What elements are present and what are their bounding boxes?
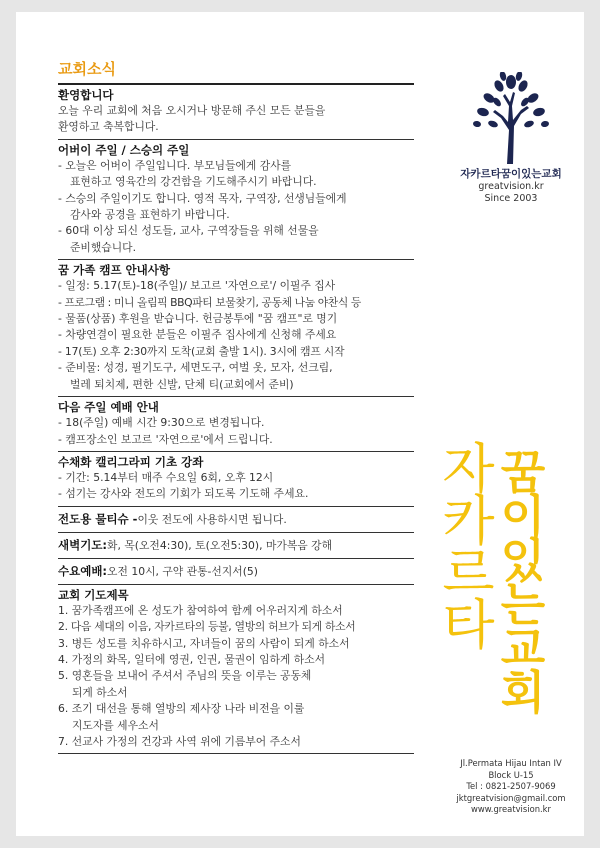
next-week-line: - 캠프장소인 보고르 '자연으로'에서 드립니다. (58, 432, 273, 446)
wednesday-section (58, 558, 414, 584)
camp-section (58, 259, 414, 396)
parents-day-section (58, 139, 414, 259)
vertical-title-dream-church: 꿈이있는교회 (493, 448, 547, 712)
parents-day-heading: 어버이 주일 / 스승의 주일 (58, 142, 190, 157)
prayer-topic-line: 1. 꿈가족캠프에 온 성도가 참여하여 함께 어우러지게 하소서 (58, 603, 343, 617)
parents-day-line: - 오늘은 어버이 주일입니다. 부모님들에게 감사를 (58, 158, 292, 172)
email-line: jktgreatvision@gmail.com (456, 792, 566, 803)
prayer-topic-line: 6. 조기 대선을 통해 열방의 제사장 나라 비전을 이룰 (58, 702, 305, 716)
camp-line: - 물품(상품) 후원을 받습니다. 헌금봉투에 "꿈 캠프"로 명기 (58, 312, 338, 326)
logo-site: greatvision.kr (478, 181, 544, 192)
logo-church-name: 자카르타꿈이있는교회 (460, 168, 562, 180)
prayer-topic-line: 지도자를 세우소서 (72, 718, 159, 732)
welcome-section (58, 83, 414, 139)
logo-since: Since 2003 (484, 193, 538, 204)
parents-day-line: 감사와 공경을 표현하기 바랍니다. (70, 208, 230, 222)
camp-heading: 꿈 가족 캠프 안내사항 (58, 263, 170, 278)
vertical-church-title (433, 440, 576, 740)
dawn-prayer-text: 화, 목(오전4:30), 토(오전5:30), 마가복음 강해 (107, 538, 332, 552)
parents-day-line: 표현하고 영육간의 강건함을 기도해주시기 바랍니다. (70, 175, 317, 189)
church-address (436, 758, 586, 816)
prayer-topic-line: 되게 하소서 (72, 685, 128, 699)
prayer-topic-line: 5. 영혼들을 보내어 주셔서 주님의 뜻을 이루는 공동체 (58, 669, 312, 683)
camp-line: - 일정: 5.17(토)-18(주일)/ 보고르 '자연으로'/ 이필주 집사 (58, 279, 336, 293)
tissue-heading: 전도용 물티슈 - (58, 511, 138, 526)
vertical-title-jakarta: 자카르타 (433, 440, 496, 648)
phone-line: Tel : 0821-2507-9069 (466, 781, 556, 792)
church-logo (436, 72, 586, 205)
tissue-text: 이웃 전도에 사용하시면 됩니다. (137, 512, 287, 526)
next-week-line: - 18(주일) 예배 시간 9:30으로 변경됩니다. (58, 416, 265, 430)
calligraphy-heading: 수채화 캘리그라피 기초 강좌 (58, 454, 204, 469)
prayer-topic-line: 4. 가정의 화목, 일터에 영권, 인권, 물권이 임하게 하소서 (58, 652, 326, 666)
next-week-section (58, 396, 414, 451)
address-line: Jl.Permata Hijau Intan IV (460, 758, 562, 768)
camp-line: 벌레 퇴치제, 편한 신발, 단체 티(교회에서 준비) (70, 377, 294, 391)
camp-line: - 17(토) 오후 2:30까지 도착(교회 출발 1시). 3시에 캠프 시작 (58, 344, 345, 358)
camp-line: - 프로그램 : 미니 올림픽 BBQ파티 보물찾기, 공동체 나눔 야찬식 등 (58, 295, 361, 309)
address-line: Block U-15 (488, 769, 534, 780)
welcome-line: 환영하고 축복합니다. (58, 120, 159, 134)
website-line: www.greatvision.kr (471, 804, 551, 815)
camp-line: - 준비물: 성경, 필기도구, 세면도구, 여벌 옷, 모자, 선크림, (58, 361, 333, 375)
section-title: 교회소식 (58, 60, 116, 78)
parents-day-line: - 60대 이상 되신 성도들, 교사, 구역장들을 위해 선물을 (58, 224, 319, 238)
prayer-topics-heading: 교회 기도제목 (58, 587, 129, 602)
camp-line: - 차량연결이 필요한 분들은 이필주 집사에게 신청해 주세요 (58, 328, 337, 342)
prayer-topic-line: 2. 다음 세대의 이음, 자카르타의 등불, 열방의 허브가 되게 하소서 (58, 620, 356, 634)
next-week-heading: 다음 주일 예배 안내 (58, 400, 159, 415)
dawn-prayer-section (58, 532, 414, 558)
calligraphy-line: - 섬기는 강사와 전도의 기회가 되도록 기도해 주세요. (58, 487, 309, 501)
calligraphy-line: - 기간: 5.14부터 매주 수요일 6회, 오후 12시 (58, 470, 274, 484)
tree-logo-icon (463, 72, 559, 164)
wednesday-text: 오전 10시, 구약 관통-선지서(5) (107, 564, 259, 578)
prayer-topic-line: 7. 선교사 가정의 건강과 사역 위에 기름부어 주소서 (58, 734, 301, 748)
church-news-column (58, 60, 414, 754)
bulletin-page (16, 12, 584, 836)
wednesday-heading: 수요예배: (58, 563, 108, 578)
prayer-topic-line: 3. 병든 성도를 치유하시고, 자녀들이 꿈의 사람이 되게 하소서 (58, 636, 350, 650)
welcome-heading: 환영합니다 (58, 88, 114, 102)
prayer-topics-section (58, 584, 414, 755)
welcome-line: 오늘 우리 교회에 처음 오시거나 방문해 주신 모든 분들을 (58, 104, 326, 117)
parents-day-line: - 스승의 주일이기도 합니다. 영적 목자, 구역장, 선생님들에게 (58, 191, 347, 205)
tissue-section (58, 506, 414, 532)
dawn-prayer-heading: 새벽기도: (58, 537, 108, 552)
parents-day-line: 준비했습니다. (70, 240, 137, 254)
calligraphy-section (58, 451, 414, 506)
